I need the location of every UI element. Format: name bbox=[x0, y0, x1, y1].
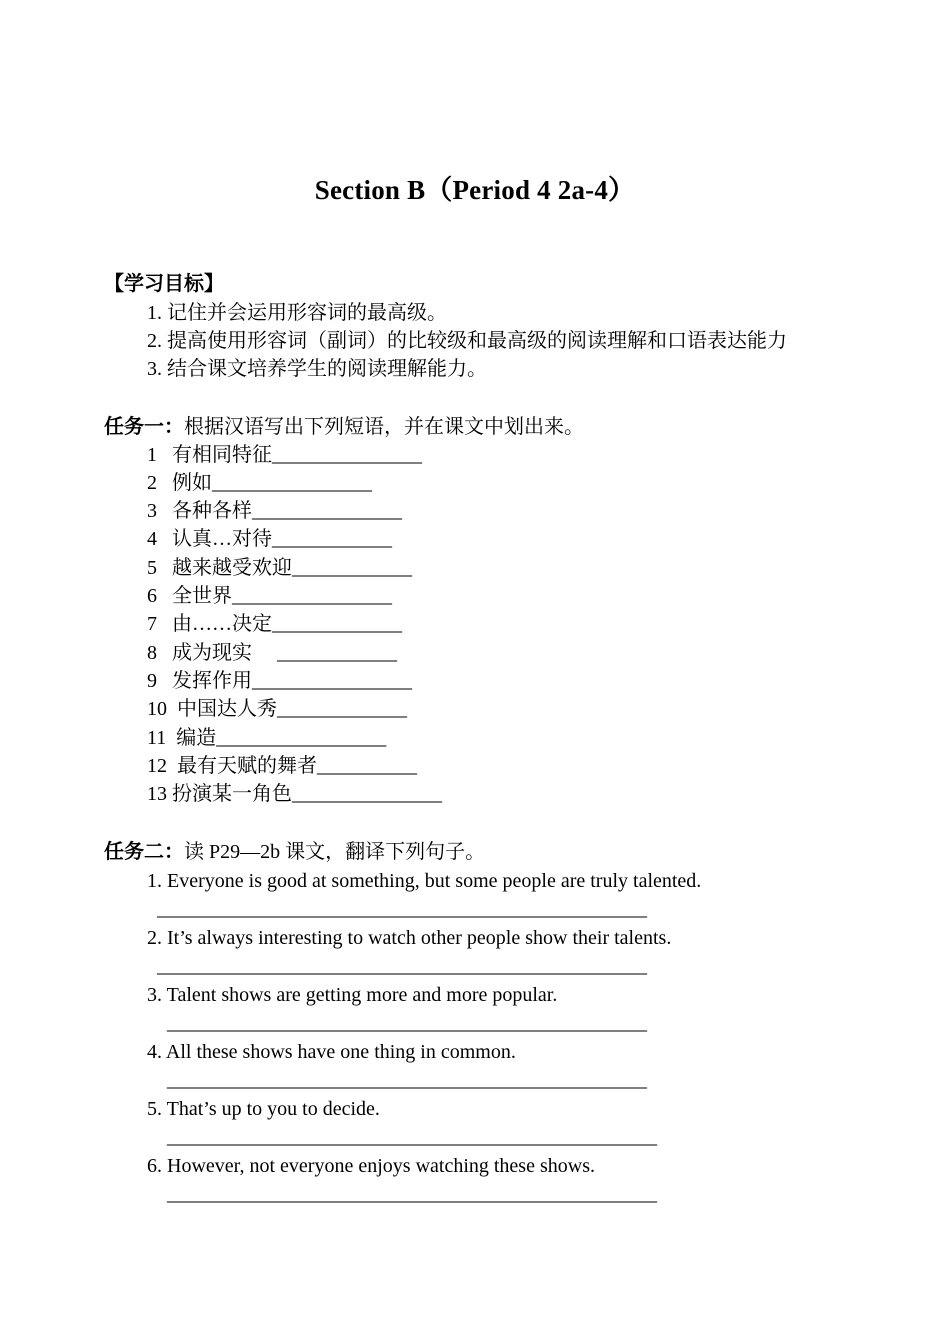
phrase-item: 5 越来越受欢迎____________ bbox=[147, 557, 412, 579]
phrase-item: 9 发挥作用________________ bbox=[147, 670, 412, 692]
answer-blank: _________________________________________________ bbox=[147, 898, 647, 920]
objective-item: 1. 记住并会运用形容词的最高级。 bbox=[147, 302, 447, 324]
task1-header bbox=[104, 415, 584, 439]
translation-sentence: 6. However, not everyone enjoys watching these shows. bbox=[147, 1155, 595, 1177]
translation-sentence: 3. Talent shows are getting more and more popular. bbox=[147, 984, 558, 1006]
objective-item: 3. 结合课文培养学生的阅读理解能力。 bbox=[147, 358, 487, 380]
phrase-item: 7 由……决定_____________ bbox=[147, 613, 402, 635]
phrase-item: 11 编造_________________ bbox=[147, 727, 387, 749]
phrase-item: 13 扮演某一角色_______________ bbox=[147, 783, 442, 805]
task1-instruction: 根据汉语写出下列短语，并在课文中划出来。 bbox=[184, 416, 584, 438]
objective-item: 2. 提高使用形容词（副词）的比较级和最高级的阅读理解和口语表达能力 bbox=[147, 330, 787, 352]
page-title: Section B（Period 4 2a-4） bbox=[314, 175, 636, 205]
objectives-heading: 【学习目标】 bbox=[104, 273, 224, 295]
answer-blank: _________________________________________________ bbox=[147, 1183, 657, 1205]
task1-label: 任务一： bbox=[104, 416, 184, 438]
translation-sentence: 1. Everyone is good at something, but some people are truly talented. bbox=[147, 870, 702, 892]
translation-sentence: 2. It’s always interesting to watch other people show their talents. bbox=[147, 927, 672, 949]
phrase-item: 6 全世界________________ bbox=[147, 585, 392, 607]
phrase-item: 2 例如________________ bbox=[147, 472, 372, 494]
task2-label: 任务二： bbox=[104, 841, 184, 863]
translation-sentence: 4. All these shows have one thing in common. bbox=[147, 1041, 516, 1063]
phrase-item: 3 各种各样_______________ bbox=[147, 500, 402, 522]
answer-blank: _________________________________________________ bbox=[147, 955, 647, 977]
phrase-item: 1 有相同特征_______________ bbox=[147, 444, 422, 466]
task2-header bbox=[104, 840, 485, 864]
task2-instruction: 读 P29—2b 课文，翻译下列句子。 bbox=[184, 841, 486, 863]
translation-sentence: 5. That’s up to you to decide. bbox=[147, 1098, 380, 1120]
answer-blank: ________________________________________________ bbox=[147, 1012, 647, 1034]
answer-blank: _________________________________________________ bbox=[147, 1126, 657, 1148]
phrase-item: 4 认真…对待____________ bbox=[147, 528, 392, 550]
phrase-item: 8 成为现实 ____________ bbox=[147, 642, 397, 664]
answer-blank: ________________________________________________ bbox=[147, 1069, 647, 1091]
phrase-item: 10 中国达人秀_____________ bbox=[147, 698, 407, 720]
phrase-item: 12 最有天赋的舞者__________ bbox=[147, 755, 417, 777]
